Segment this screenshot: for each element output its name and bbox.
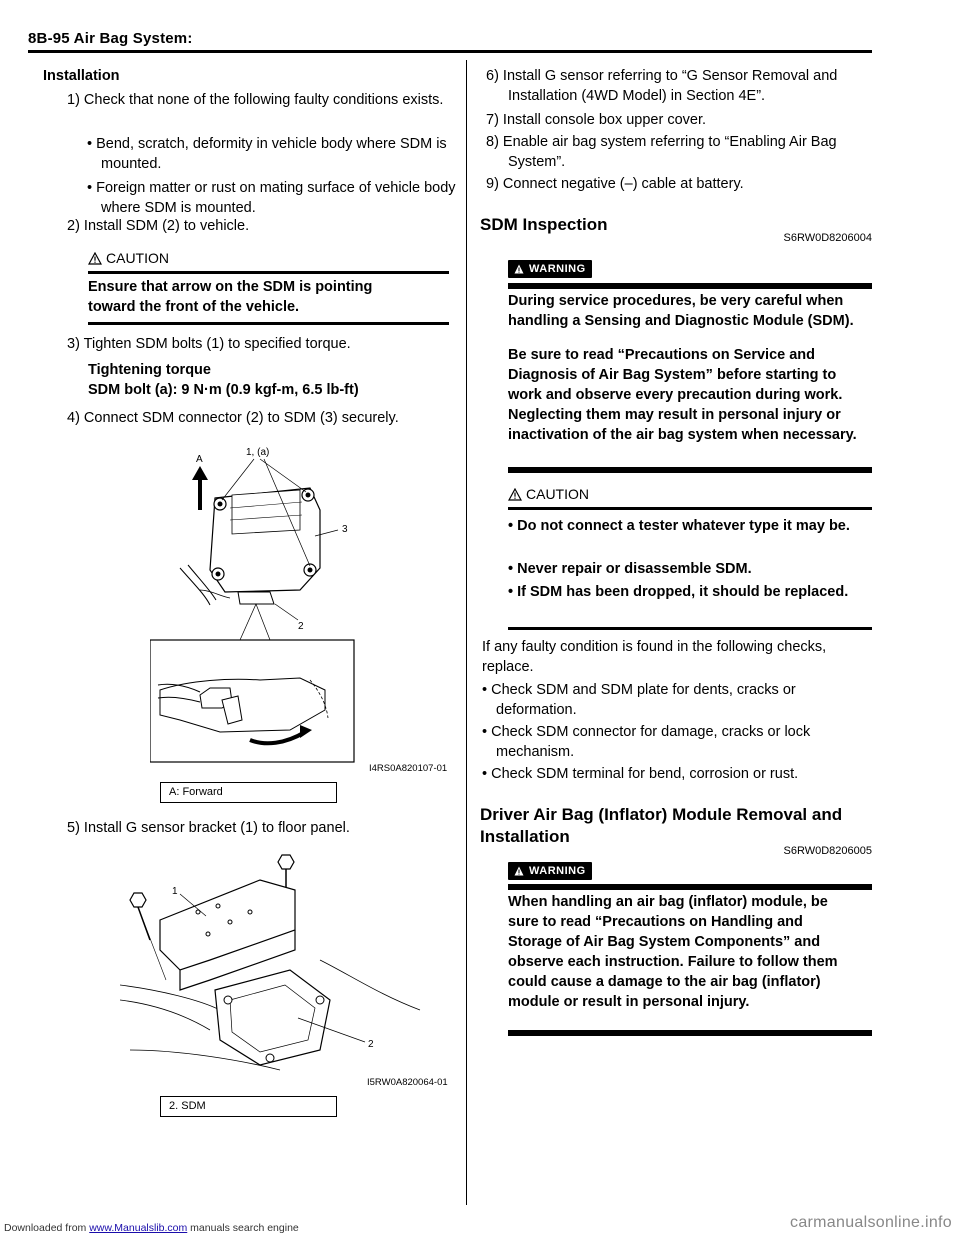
- torque-label: Tightening torque: [88, 362, 211, 378]
- footer-download-note: Downloaded from www.Manualslib.com manuals search engine: [4, 1222, 299, 1234]
- installation-heading: Installation: [43, 68, 120, 84]
- caution-1-label: CAUTION: [88, 250, 169, 266]
- fig1-label-a: A: [196, 454, 203, 465]
- step-9: 9) Connect negative (–) cable at battery.: [486, 176, 744, 192]
- step-2: 2) Install SDM (2) to vehicle.: [67, 218, 250, 234]
- warning-icon: [514, 264, 524, 274]
- fig1-code: I4RS0A820107-01: [369, 763, 448, 774]
- warning-1-text: During service procedures, be very careful when handling a Sensing and Diagnostic Module (SDM).: [508, 293, 854, 329]
- warning-1-bottom-rule: [508, 467, 872, 473]
- g-sensor-bracket-figure: [120, 850, 450, 1090]
- inspect-bullet-1: • Check SDM and SDM plate for dents, cracks or deformation.: [482, 682, 796, 718]
- warning-1-text-2: Be sure to read “Precautions on Service and Diagnosis of Air Bag System” before starting to work and observe every precaution during work. Neglecting them may result in personal injury or inactivation of the air bag system when necessary.: [508, 347, 857, 443]
- step-3: 3) Tighten SDM bolts (1) to specified torque.: [67, 336, 351, 352]
- caution-2-top-rule: [508, 507, 872, 510]
- fig1-caption: A: Forward: [160, 782, 337, 803]
- fig1-label-2: 2: [298, 621, 304, 632]
- warning-2-badge: WARNING: [508, 862, 592, 880]
- warning-2-bottom-rule: [508, 1030, 872, 1036]
- sdm-inspection-code: S6RW0D8206004: [783, 232, 872, 244]
- step-8: 8) Enable air bag system referring to “Enabling Air Bag System”.: [486, 134, 837, 170]
- step1-bullet-2: • Foreign matter or rust on mating surface of vehicle body where SDM is mounted.: [87, 180, 456, 216]
- footer-watermark: carmanualsonline.info: [790, 1214, 952, 1231]
- page-header: 8B-95 Air Bag System:: [28, 30, 193, 47]
- step-6: 6) Install G sensor referring to “G Sensor Removal and Installation (4WD Model) in Section 4E”.: [486, 68, 838, 104]
- inspect-bullet-2: • Check SDM connector for damage, cracks or lock mechanism.: [482, 724, 811, 760]
- sdm-inspection-heading: SDM Inspection: [480, 215, 608, 234]
- warning-2-top-rule: [508, 884, 872, 890]
- caution-1-text: Ensure that arrow on the SDM is pointing toward the front of the vehicle.: [88, 279, 373, 315]
- step-7: 7) Install console box upper cover.: [486, 112, 707, 128]
- torque-value: SDM bolt (a): 9 N·m (0.9 kgf-m, 6.5 lb-ft): [88, 382, 359, 398]
- caution-2-bottom-rule: [508, 627, 872, 630]
- fig2-caption: 2. SDM: [160, 1096, 337, 1117]
- step-4: 4) Connect SDM connector (2) to SDM (3) securely.: [67, 410, 399, 426]
- driver-airbag-code: S6RW0D8206005: [783, 845, 872, 857]
- caution-1-bottom-rule: [88, 322, 449, 325]
- driver-airbag-heading: Driver Air Bag (Inflator) Module Removal and Installation: [480, 805, 843, 846]
- sdm-installation-figure: [150, 440, 450, 780]
- caution-2-label: CAUTION: [508, 486, 589, 502]
- caution-2-bullet-1: • Do not connect a tester whatever type it may be.: [508, 518, 850, 534]
- warning-triangle-icon: [88, 252, 102, 265]
- caution-2-bullet-3: • If SDM has been dropped, it should be replaced.: [508, 584, 849, 600]
- fig1-label-3: 3: [342, 524, 348, 535]
- fig2-label-1: 1: [172, 886, 178, 897]
- step-5: 5) Install G sensor bracket (1) to floor panel.: [67, 820, 350, 836]
- warning-2-text: When handling an air bag (inflator) module, be sure to read “Precautions on Handling and Storage of Air Bag System Components” and observe each instruction. Failure to follow them could cause a damage to the air bag (inflator) module or result in personal injury.: [508, 894, 838, 1010]
- fig1-label-1a: 1, (a): [246, 447, 270, 458]
- fig2-code: I5RW0A820064-01: [367, 1077, 448, 1088]
- header-rule: [28, 50, 872, 53]
- warning-icon: [514, 866, 524, 876]
- manualslib-link[interactable]: www.Manualslib.com: [89, 1222, 188, 1234]
- warning-triangle-icon: [508, 488, 522, 501]
- caution-2-bullet-2: • Never repair or disassemble SDM.: [508, 561, 752, 577]
- step1-bullet-1: • Bend, scratch, deformity in vehicle body where SDM is mounted.: [87, 136, 447, 172]
- inspect-intro: If any faulty condition is found in the following checks, replace.: [482, 639, 827, 675]
- warning-1-top-rule: [508, 283, 872, 289]
- warning-1-badge: WARNING: [508, 260, 592, 278]
- fig2-label-2: 2: [368, 1039, 374, 1050]
- step-1: 1) Check that none of the following faulty conditions exists.: [67, 92, 444, 108]
- inspect-bullet-3: • Check SDM terminal for bend, corrosion or rust.: [482, 766, 799, 782]
- caution-1-top-rule: [88, 271, 449, 274]
- column-divider: [466, 60, 467, 1205]
